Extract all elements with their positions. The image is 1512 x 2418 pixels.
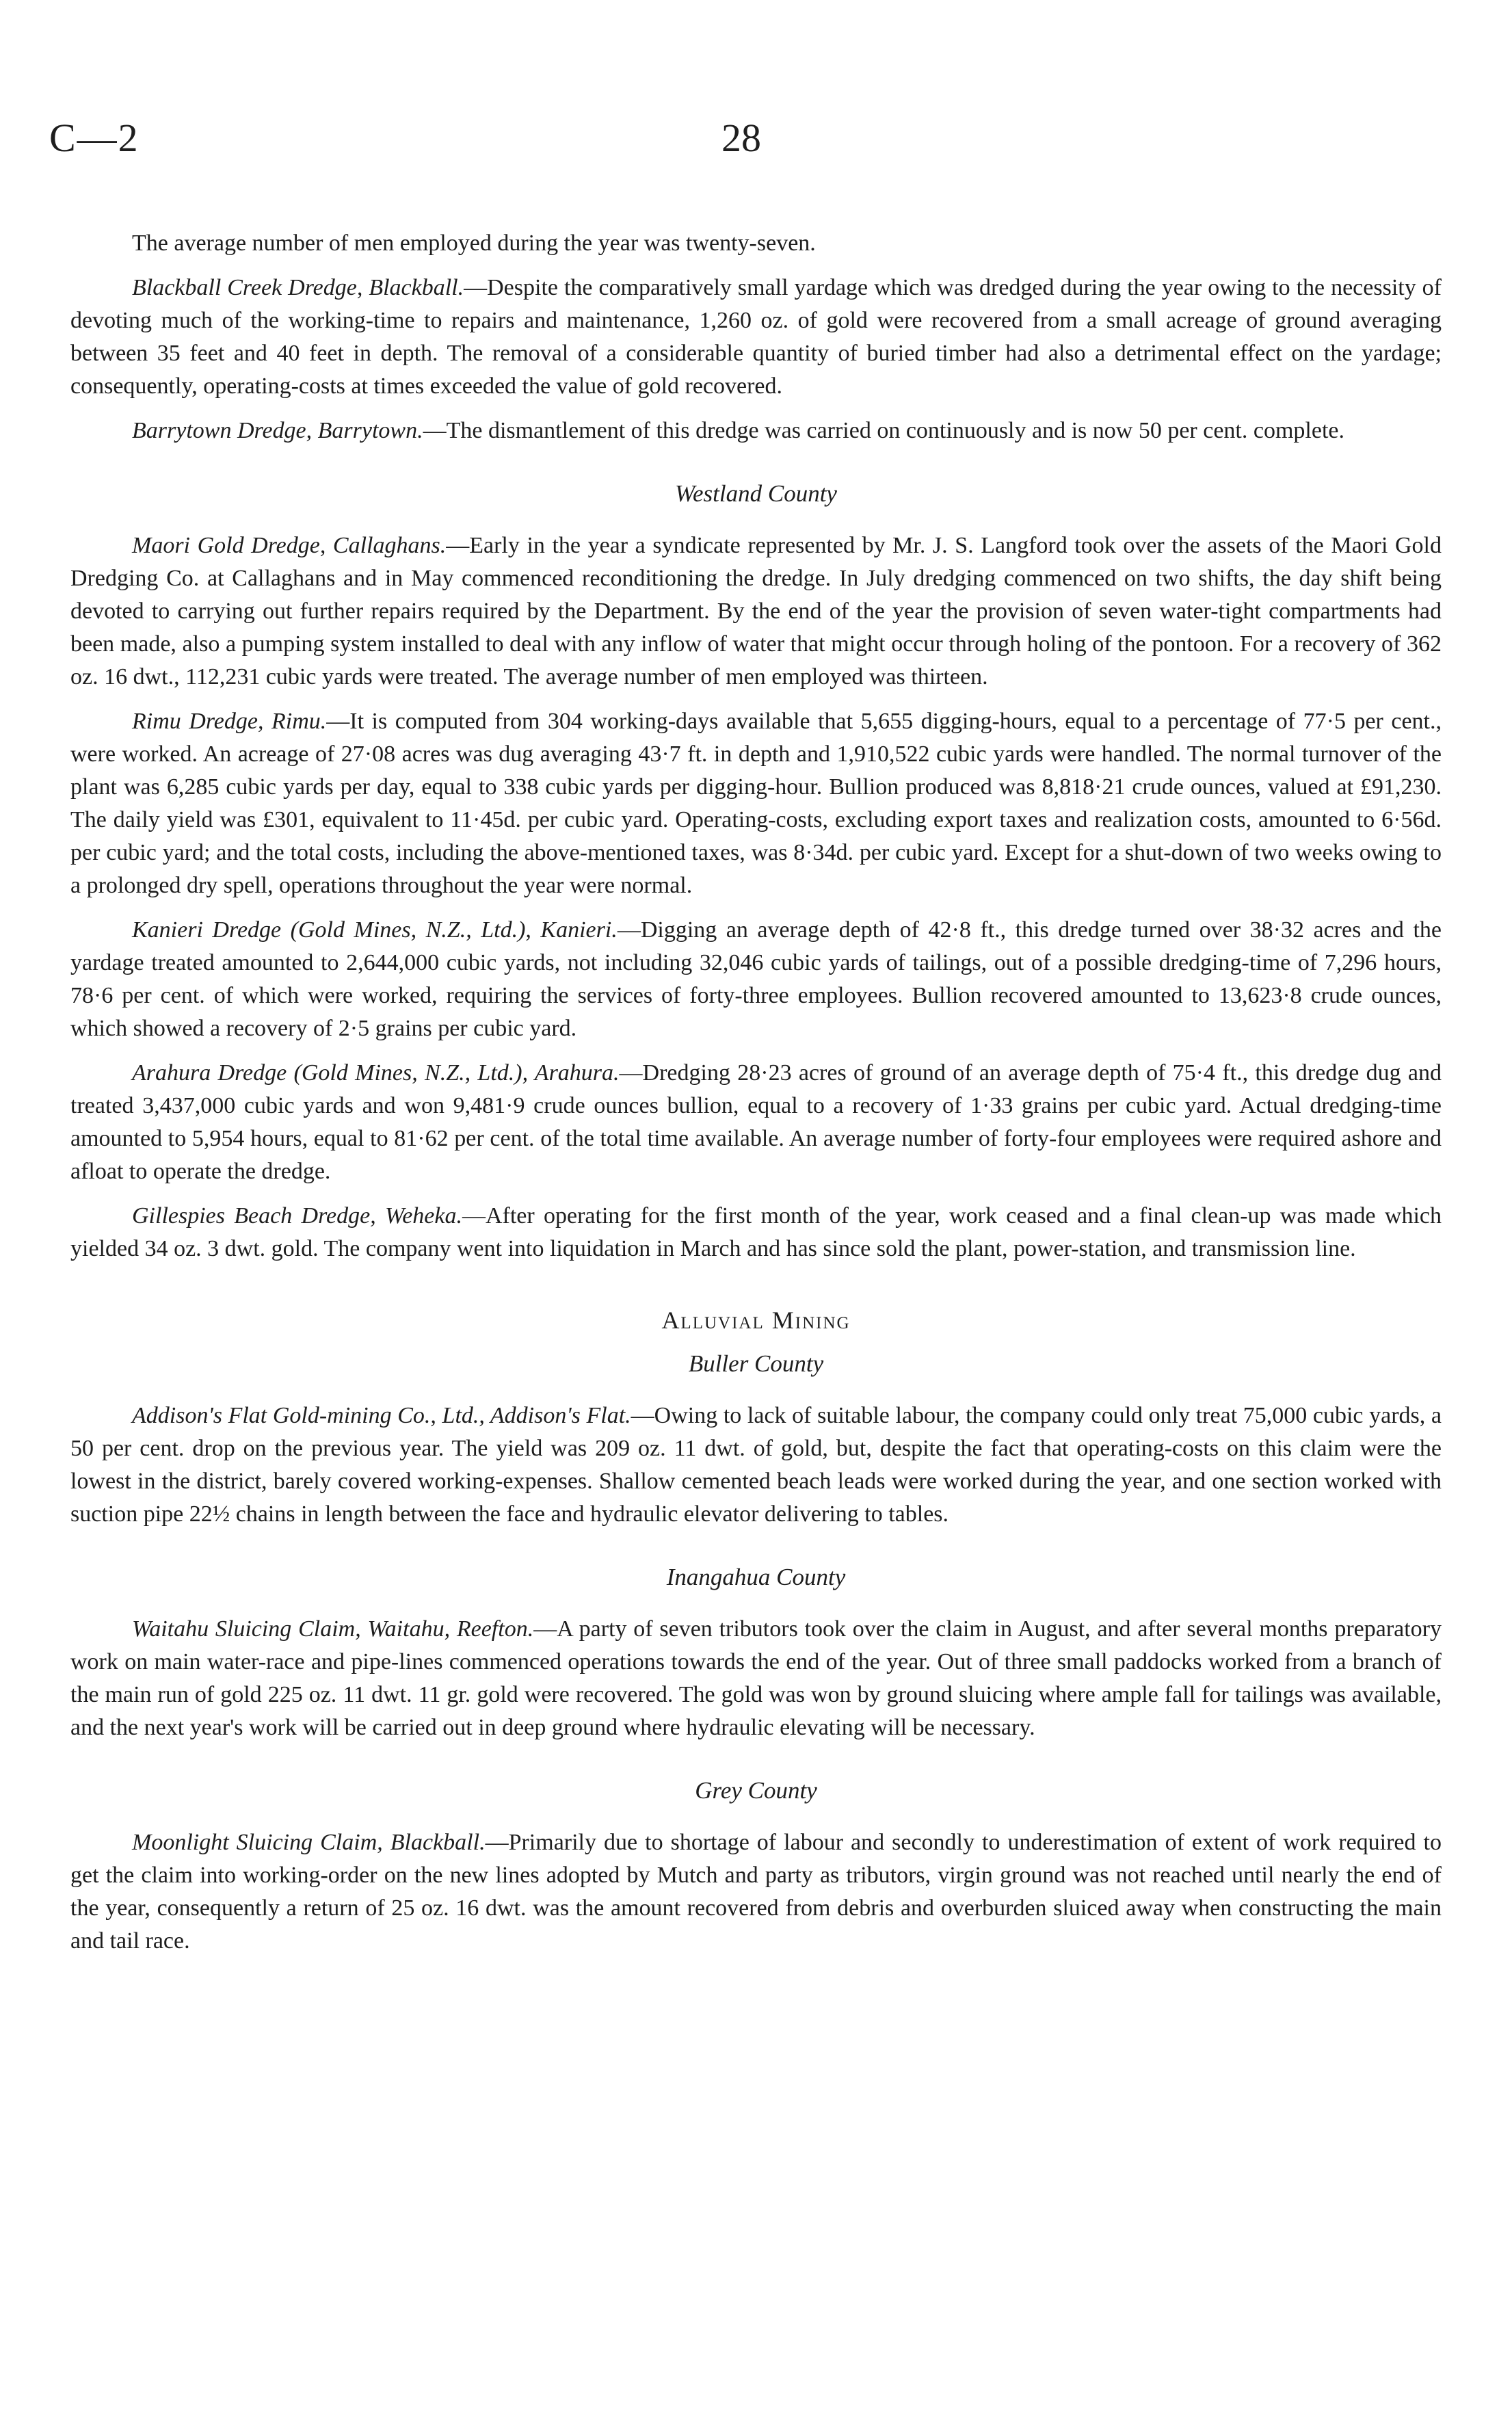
paragraph	[70, 227, 1442, 260]
paragraph-lead: Arahura Dredge (Gold Mines, N.Z., Ltd.), Arahura.	[132, 1060, 620, 1086]
paragraph-lead: Addison's Flat Gold-mining Co., Ltd., Addison's Flat.	[132, 1403, 631, 1428]
paragraph-text: The average number of men employed during the year was twenty-seven.	[132, 231, 816, 256]
paragraph-text: —It is computed from 304 working-days available that 5,655 digging-hours, equal to a percentage of 77·5 per cent., were worked. An acreage of 27·08 acres was dug averaging 43·7 ft. in depth and 1,910,522 cubic yards were handled. The normal turnover of the plant was 6,285 cubic yards per day, equal to 338 cubic yards per digging-hour. Bullion produced was 8,818·21 crude ounces, valued at £91,230. The daily yield was £301, equivalent to 11·45d. per cubic yard. Operating-costs, excluding export taxes and realization costs, amounted to 6·56d. per cubic yard; and the total costs, including the above-mentioned taxes, was 8·34d. per cubic yard. Except for a shut-down of two weeks owing to a prolonged dry spell, operations throughout the year were normal.	[70, 709, 1442, 898]
section-heading-alluvial: Alluvial Mining	[661, 1306, 851, 1334]
paragraph-text: —A party of seven tributors took over the claim in August, and after several months preparatory work on main water-race and pipe-lines commenced operations towards the end of the year. Out of three small paddocks worked from a branch of the main run of gold 225 oz. 11 dwt. 11 gr. gold were recovered. The gold was won by ground sluicing where ample fall for tailings was available, and the next year's work will be carried out in deep ground where hydraulic elevating will be necessary.	[70, 1616, 1442, 1740]
paragraph-text: —After operating for the first month of the year, work ceased and a final clean-up was made which yielded 34 oz. 3 dwt. gold. The company went into liquidation in March and has since sold the plant, power-station, and transmission line.	[70, 1203, 1442, 1261]
paragraph-lead: Blackball Creek Dredge, Blackball.	[132, 275, 464, 300]
paragraph-lead: Kanieri Dredge (Gold Mines, N.Z., Ltd.), Kanieri.	[132, 917, 618, 943]
document-body	[70, 227, 1442, 1969]
paragraph-lead: Barrytown Dredge, Barrytown.	[132, 418, 423, 443]
paragraph	[70, 1057, 1442, 1188]
section-heading-inangahua: Inangahua County	[666, 1564, 846, 1590]
paragraph-text: —Primarily due to shortage of labour and secondly to underestimation of extent of work required to get the claim into working-order on the new lines adopted by Mutch and party as tributors, virgin ground was not reached until nearly the end of the year, consequently a return of 25 oz. 16 dwt. was the amount recovered from debris and overburden sluiced away when constructing the main and tail race.	[70, 1830, 1442, 1954]
paragraph	[70, 1399, 1442, 1531]
paragraph-text: —Early in the year a syndicate represented by Mr. J. S. Langford took over the assets of the Maori Gold Dredging Co. at Callaghans and in May commenced reconditioning the dredge. In July dredging commenced on two shifts, the day shift being devoted to carrying out further repairs required by the Department. By the end of the year the provision of seven water-tight compartments had been made, also a pumping system installed to deal with any inflow of water that might occur through holing of the pontoon. For a recovery of 362 oz. 16 dwt., 112,231 cubic yards were treated. The average number of men employed was thirteen.	[70, 533, 1442, 689]
section-heading-grey: Grey County	[695, 1777, 817, 1804]
paragraph	[70, 705, 1442, 902]
paragraph-lead: Waitahu Sluicing Claim, Waitahu, Reefton.	[132, 1616, 534, 1642]
paragraph-lead: Maori Gold Dredge, Callaghans.	[132, 533, 447, 558]
paragraph	[70, 914, 1442, 1045]
paragraph-text: —Owing to lack of suitable labour, the company could only treat 75,000 cubic yards, a 50 per cent. drop on the previous year. The yield was 209 oz. 11 dwt. of gold, but, despite the fact that operating-costs on this claim were the lowest in the district, barely covered working-expenses. Shallow cemented beach leads were worked during the year, and one section worked with suction pipe 22½ chains in length between the face and hydraulic elevator delivering to tables.	[70, 1403, 1442, 1527]
page-number: 28	[721, 116, 761, 160]
page-code: C—2	[49, 116, 140, 160]
paragraph	[70, 1613, 1442, 1744]
paragraph-text: —Dredging 28·23 acres of ground of an average depth of 75·4 ft., this dredge dug and treated 3,437,000 cubic yards and won 9,481·9 crude ounces bullion, equal to a recovery of 1·33 grains per cubic yard. Actual dredging-time amounted to 5,954 hours, equal to 81·62 per cent. of the total time available. An average number of forty-four employees were required ashore and afloat to operate the dredge.	[70, 1060, 1442, 1184]
page-header	[0, 115, 1512, 176]
paragraph	[70, 529, 1442, 694]
paragraph-text: —Despite the comparatively small yardage which was dredged during the year owing to the necessity of devoting much of the working-time to repairs and maintenance, 1,260 oz. of gold were recovered from a small acreage of ground averaging between 35 feet and 40 feet in depth. The removal of a considerable quantity of buried timber had also a detrimental effect on the yardage; consequently, operating-costs at times exceeded the value of gold recovered.	[70, 275, 1442, 399]
paragraph-text: —Digging an average depth of 42·8 ft., this dredge turned over 38·32 acres and the yardage treated amounted to 2,644,000 cubic yards, not including 32,046 cubic yards of tailings, out of a possible dredging-time of 7,296 hours, 78·6 per cent. of which were worked, requiring the services of forty-three employees. Bullion recovered amounted to 13,623·8 crude ounces, which showed a recovery of 2·5 grains per cubic yard.	[70, 917, 1442, 1041]
paragraph	[70, 1826, 1442, 1958]
paragraph-lead: Moonlight Sluicing Claim, Blackball.	[132, 1830, 486, 1855]
paragraph	[70, 415, 1442, 447]
paragraph	[70, 272, 1442, 403]
paragraph-text: —The dismantlement of this dredge was carried on continuously and is now 50 per cent. complete.	[423, 418, 1344, 443]
paragraph	[70, 1200, 1442, 1265]
paragraph-lead: Rimu Dredge, Rimu.	[132, 709, 327, 734]
section-heading-westland: Westland County	[675, 480, 837, 507]
section-heading-buller: Buller County	[688, 1350, 824, 1377]
paragraph-lead: Gillespies Beach Dredge, Weheka.	[132, 1203, 462, 1228]
